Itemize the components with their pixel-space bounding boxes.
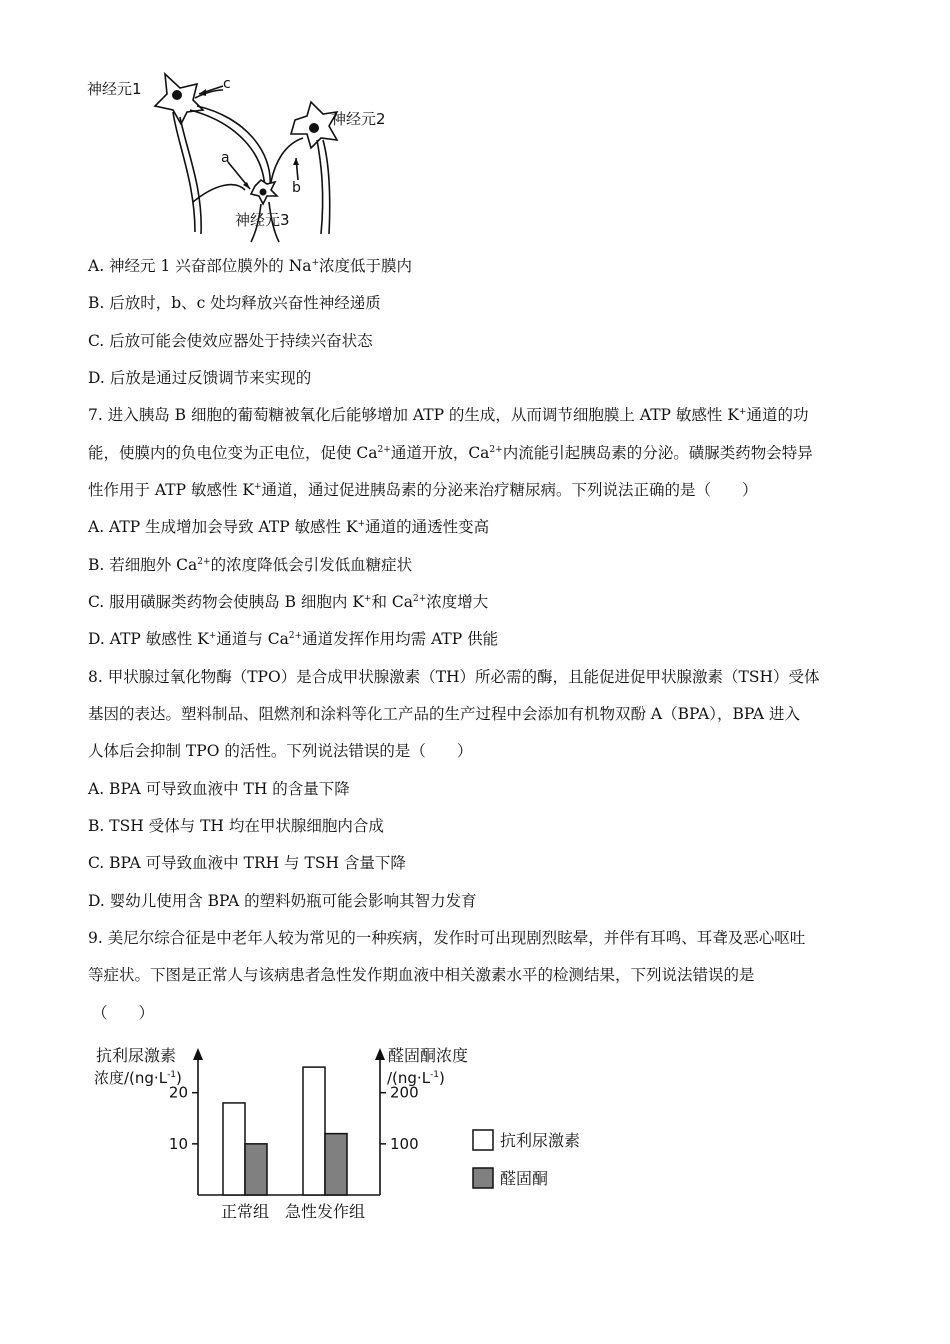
q6-option-a [88,256,412,276]
neuron-2-label: 神经元2 [331,110,386,128]
neuron-1-label: 神经元1 [87,80,142,98]
category-label: 正常组 [220,1202,270,1221]
right-axis-label-line1: 醛固酮浓度 [388,1046,469,1065]
text: A. ATP 生成增加会导致 ATP 敏感性 K [88,518,358,536]
superscript: 2+ [288,630,303,641]
text: 内流能引起胰岛素的分泌。磺脲类药物会特异 [502,444,813,462]
left-axis-label-line2: 浓度$/(ng\cdot L^{-1})$ [94,1069,182,1087]
q8-option-c: C. BPA 可导致血液中 TRH 与 TSH 含量下降 [88,854,406,872]
q8-option-a: A. BPA 可导致血液中 TH 的含量下降 [88,780,350,798]
text: 通道的功 [746,406,809,424]
hormone-bar-chart [90,1040,610,1225]
q7-option-d [88,629,498,649]
text: 性作用于 ATP 敏感性 K [88,481,254,499]
right-axis-arrow [375,1048,385,1060]
text: 的浓度降低会引发低血糖症状 [210,556,413,574]
text: 浓度增大 [426,593,489,611]
q7-option-b [88,555,412,575]
q7-stem-line3 [88,480,758,500]
left-axis-label-line1: 抗利尿激素 [96,1046,177,1065]
text: 通道与 Ca [216,630,289,648]
label-b: b [292,180,301,196]
q7-stem-line1 [88,405,808,425]
superscript: 2+ [197,556,211,567]
q7-option-a [88,517,489,537]
text: B. 若细胞外 Ca [88,556,198,574]
text: 通道开放，Ca [390,444,490,462]
text: 通道的通透性变高 [365,518,490,536]
text: 7. 进入胰岛 B 细胞的葡萄糖被氧化后能够增加 ATP 的生成，从而调节细胞膜上 ATP 敏感性 K [88,406,739,424]
superscript: + [738,406,747,417]
bar-aldosterone-acute [325,1134,347,1195]
q9-stem-line2: 等症状。下图是正常人与该病患者急性发作期血液中相关激素水平的检测结果，下列说法错误的是 [88,966,755,984]
text: D. ATP 敏感性 K [88,630,209,648]
superscript: + [357,518,366,529]
superscript: + [253,481,262,492]
label-c: c [223,76,231,92]
q6-option-b: B. 后放时，b、c 处均释放兴奋性神经递质 [88,294,381,312]
text: 和 Ca [371,593,413,611]
bar-adh-normal [223,1103,245,1195]
text: A. 神经元 1 兴奋部位膜外的 Na [88,257,312,275]
right-axis-label-line2: $/(ng\cdot L^{-1})$ [387,1069,445,1087]
q6-option-c: C. 后放可能会使效应器处于持续兴奋状态 [88,332,373,350]
left-tick-label: 20 [168,1083,188,1102]
superscript: 2+ [489,444,503,455]
left-tick-label: 10 [168,1134,188,1153]
label-a: a [221,150,230,166]
right-tick-label: 100 [390,1134,419,1153]
neuron-3-label: 神经元3 [235,211,290,229]
q8-stem-line2: 基因的表达。塑料制品、阻燃剂和涂料等化工产品的生产过程中会添加有机物双酚 A（BPA），BPA 进入 [88,705,800,723]
text: C. 服用磺脲类药物会使胰岛 B 细胞内 K [88,593,364,611]
left-axis-arrow [193,1048,203,1060]
superscript: + [311,257,320,268]
superscript: 2+ [413,593,427,604]
text: 通道发挥作用均需 ATP 供能 [302,630,499,648]
q8-stem-line1: 8. 甲状腺过氧化物酶（TPO）是合成甲状腺激素（TH）所必需的酶，且能促进促甲状腺激素（TSH）受体 [88,668,820,686]
legend-label: 醛固酮 [500,1169,549,1188]
superscript: 2+ [377,444,391,455]
superscript: + [208,630,217,641]
legend-swatch [473,1130,493,1150]
category-label: 急性发作组 [284,1202,366,1221]
q7-option-c [88,592,488,612]
q7-stem-line2 [88,443,813,463]
q8-stem-line3: 人体后会抑制 TPO 的活性。下列说法错误的是（ ） [88,742,473,760]
bar-aldosterone-normal [245,1144,267,1195]
q9-stem-line3: （ ） [92,1004,155,1022]
q8-option-b: B. TSH 受体与 TH 均在甲状腺细胞内合成 [88,817,384,835]
q8-option-d: D. 婴幼儿使用含 BPA 的塑料奶瓶可能会影响其智力发育 [88,892,477,910]
text: 浓度低于膜内 [319,257,413,275]
legend-swatch [473,1168,493,1188]
bar-adh-acute [303,1067,325,1195]
neuron-diagram [85,62,415,247]
text: 能，使膜内的负电位变为正电位，促使 Ca [88,444,378,462]
q6-option-d: D. 后放是通过反馈调节来实现的 [88,369,312,387]
legend-label: 抗利尿激素 [500,1131,581,1150]
right-tick-label: 200 [390,1083,419,1102]
q9-stem-line1: 9. 美尼尔综合征是中老年人较为常见的一种疾病，发作时可出现剧烈眩晕，并伴有耳鸣、耳聋及恶心呕吐 [88,929,806,947]
text: 通道，通过促进胰岛素的分泌来治疗糖尿病。下列说法正确的是（ ） [261,481,758,499]
superscript: + [363,593,372,604]
